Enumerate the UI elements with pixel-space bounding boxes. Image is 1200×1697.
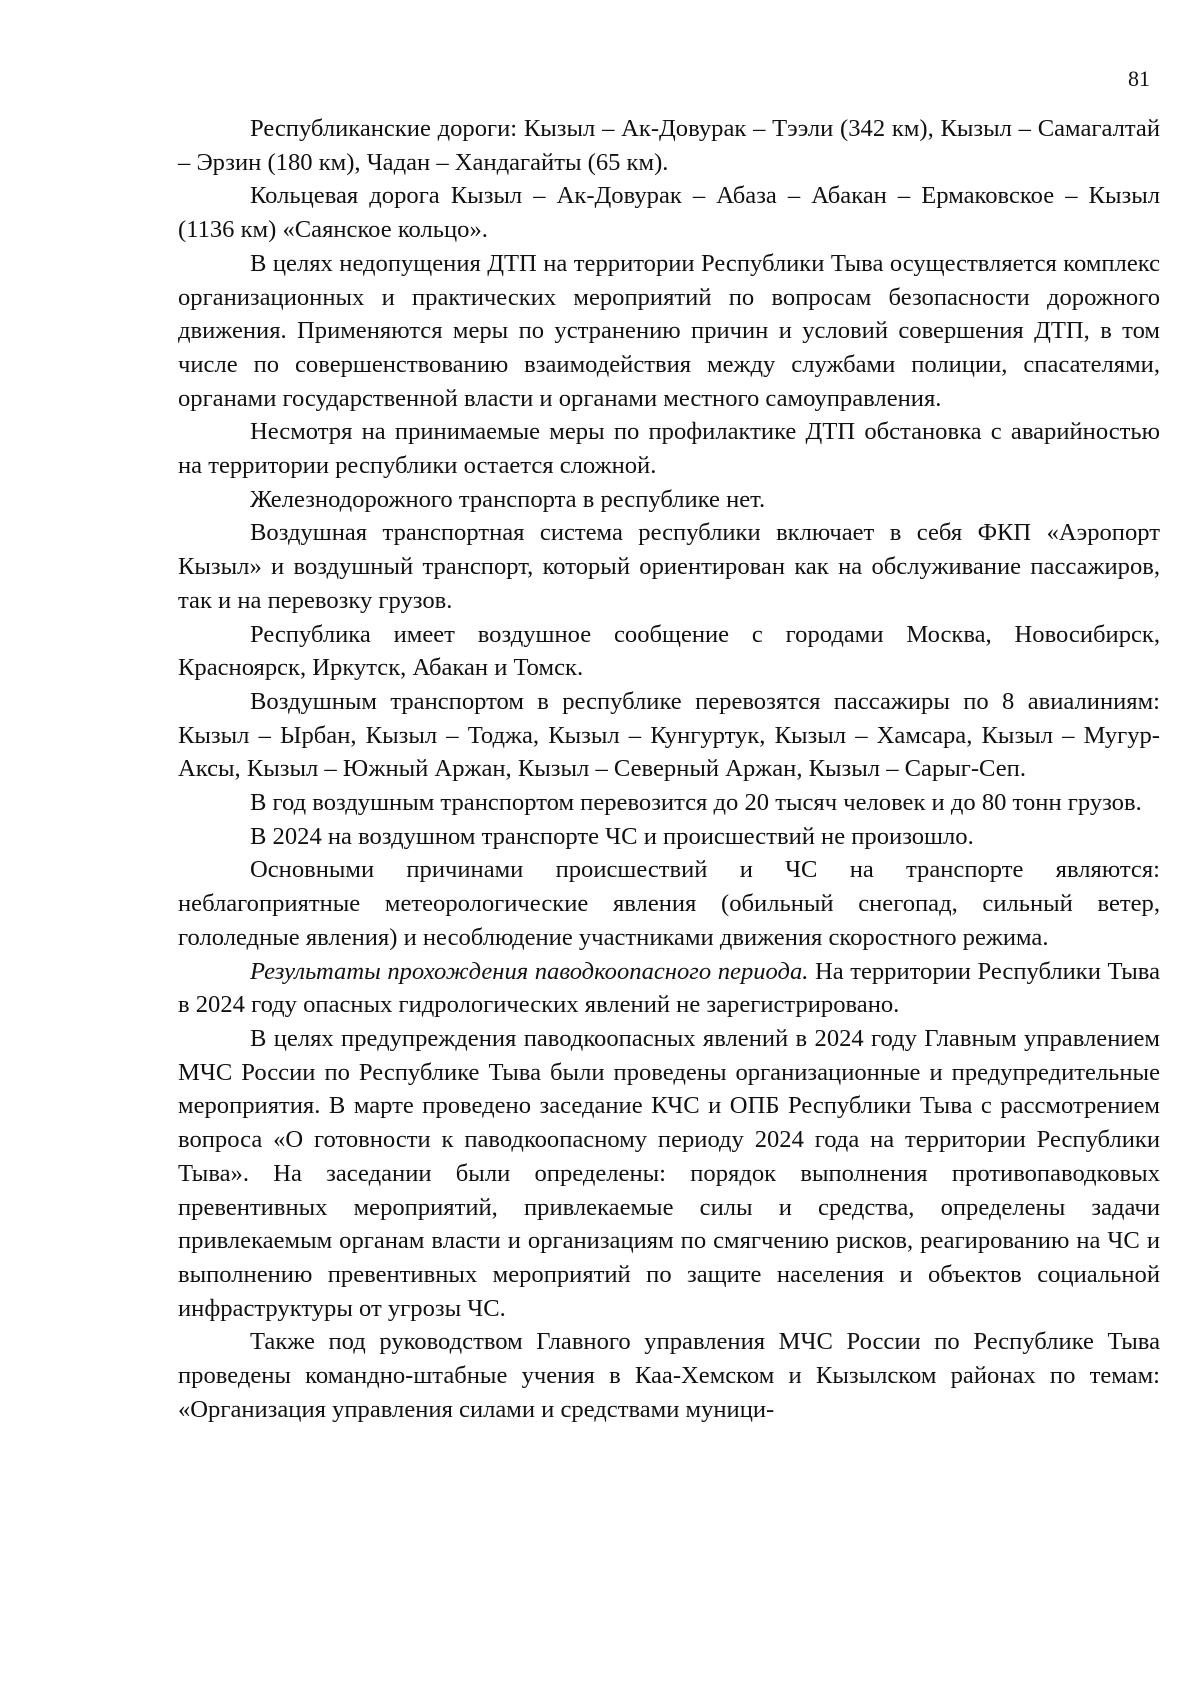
paragraph-text: В целях недопущения ДТП на территории Республики Тыва осуществляется комплекс организационных и практических мероприятий по вопросам безопасности дорожного движения. Применяются меры по устранению причин и условий совершения ДТП, в том числе по совершенствованию взаимодействия между службами полиции, спасателями, органами государственной власти и органами местного самоуправления. <box>178 249 1160 412</box>
paragraph <box>178 820 1160 854</box>
page-number: 81 <box>1128 66 1150 91</box>
paragraph <box>178 618 1160 685</box>
paragraph-text: В 2024 на воздушном транспорте ЧС и происшествий не произошло. <box>250 822 974 850</box>
paragraph-text: Несмотря на принимаемые меры по профилактике ДТП обстановка с аварийностью на территории республики остается сложной. <box>178 418 1160 480</box>
paragraph-text: В целях предупреждения паводкоопасных явлений в 2024 году Главным управлением МЧС России по Республике Тыва были проведены организационные и предупредительные мероприятия. В марте проведено заседание КЧС и ОПБ Республики Тыва с рассмотрением вопроса «О готовности к паводкоопасному периоду 2024 года на территории Республики Тыва». На заседании были определены: порядок выполнения противопаводковых превентивных мероприятий, привлекаемые силы и средства, определены задачи привлекаемым органам власти и организациям по смягчению рисков, реагированию на ЧС и выполнению превентивных мероприятий по защите населения и объектов социальной инфраструктуры от угрозы ЧС. <box>178 1024 1160 1322</box>
paragraph-text: Воздушная транспортная система республики включает в себя ФКП «Аэропорт Кызыл» и воздушный транспорт, который ориентирован как на обслуживание пассажиров, так и на перевозку грузов. <box>178 519 1160 614</box>
paragraph <box>178 1325 1160 1426</box>
paragraph-text: Кольцевая дорога Кызыл – Ак-Довурак – Абаза – Абакан – Ермаковское – Кызыл (1136 км) «Саянское кольцо». <box>178 182 1160 244</box>
paragraph <box>178 853 1160 954</box>
paragraph <box>178 179 1160 246</box>
paragraph-text: Воздушным транспортом в республике перевозятся пассажиры по 8 авиалиниям: Кызыл – Ырбан, Кызыл – Тоджа, Кызыл – Кунгуртук, Кызыл – Хамсара, Кызыл – Мугур-Аксы, Кызыл – Южный Аржан, Кызыл – Северный Аржан, Кызыл – Сарыг-Сеп. <box>178 687 1160 783</box>
paragraph <box>178 483 1160 517</box>
section-lead-italic: Результаты прохождения паводкоопасного периода. <box>250 957 809 985</box>
paragraph-text: Также под руководством Главного управления МЧС России по Республике Тыва проведены командно-штабные учения в Каа-Хемском и Кызылском районах по темам: «Организация управления силами и средствами муници- <box>178 1328 1160 1423</box>
paragraph <box>178 112 1160 179</box>
paragraph-text: Основными причинами происшествий и ЧС на транспорте являются: неблагоприятные метеорологические явления (обильный снегопад, сильный ветер, гололедные явления) и несоблюдение участниками движения скоростного режима. <box>178 856 1160 951</box>
paragraph-text: Республиканские дороги: Кызыл – Ак-Довурак – Тээли (342 км), Кызыл – Самагалтай – Эрзин (180 км), Чадан – Хандагайты (65 км). <box>178 115 1160 176</box>
paragraph <box>178 1022 1160 1325</box>
paragraph <box>178 955 1160 1022</box>
paragraph <box>178 415 1160 482</box>
paragraph <box>178 685 1160 786</box>
paragraph <box>178 786 1160 820</box>
paragraph <box>178 516 1160 617</box>
paragraph-text: На территории Республики Тыва в 2024 году опасных гидрологических явлений не зарегистрировано. <box>178 957 1160 1019</box>
paragraph-text: Республика имеет воздушное сообщение с городами Москва, Новосибирск, Красноярск, Иркутск, Абакан и Томск. <box>178 620 1160 682</box>
paragraph-text: Железнодорожного транспорта в республике нет. <box>250 485 766 513</box>
paragraph <box>178 247 1160 416</box>
body-text <box>178 112 1160 1426</box>
paragraph-text: В год воздушным транспортом перевозится до 20 тысяч человек и до 80 тонн грузов. <box>250 789 1142 817</box>
